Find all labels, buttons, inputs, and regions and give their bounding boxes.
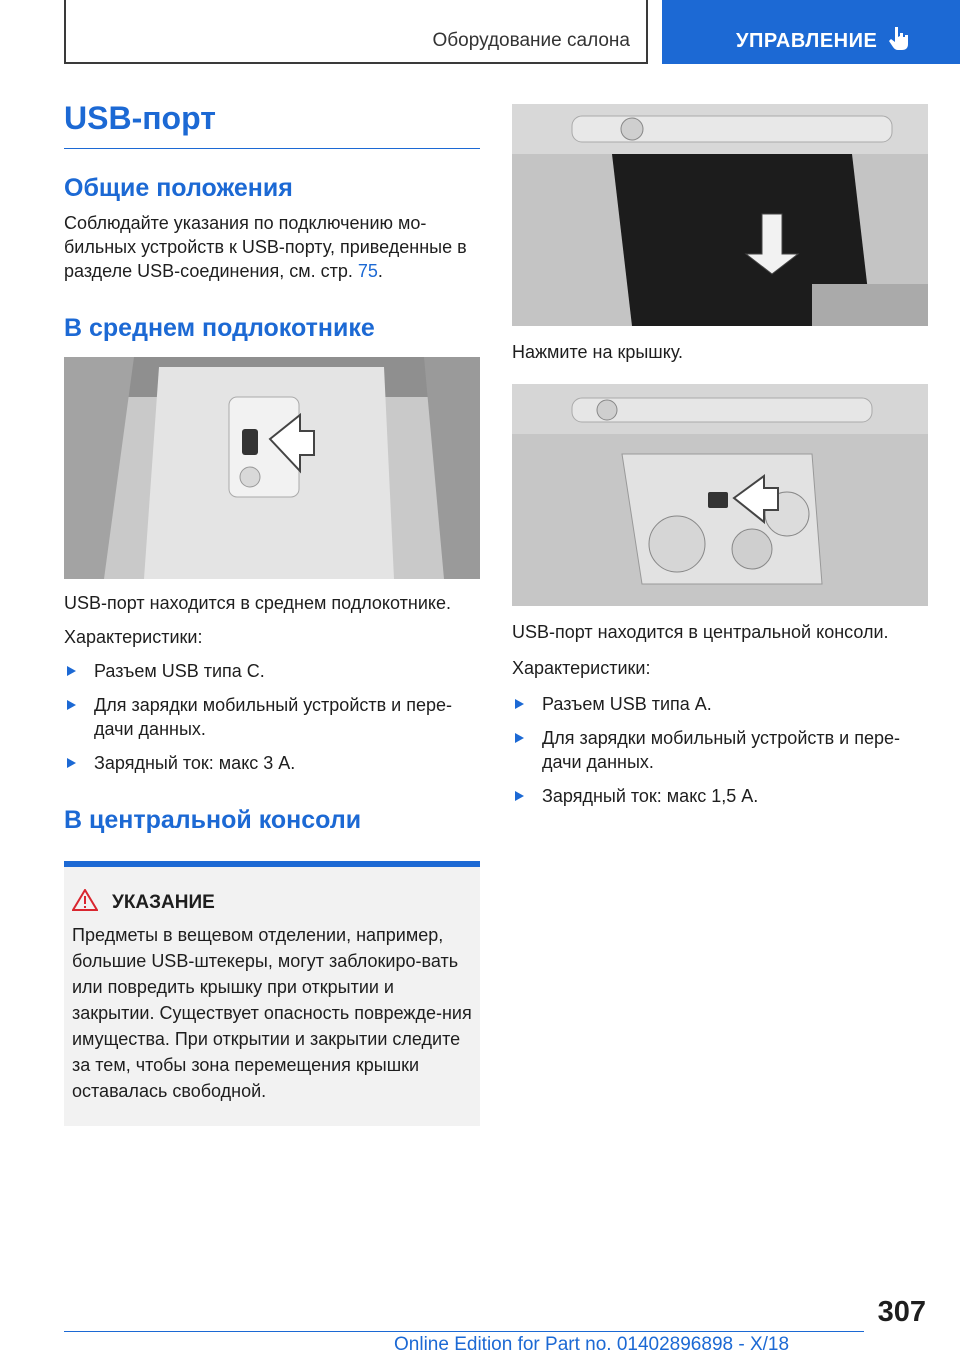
general-heading: Общие положения — [64, 174, 293, 202]
page-number: 307 — [877, 1296, 926, 1328]
header-section-box — [64, 0, 648, 64]
notice-box — [64, 861, 480, 1126]
list-item-text: Зарядный ток: макс 3 A. — [94, 753, 296, 773]
console-lid-photo — [512, 104, 928, 326]
console-features-list — [512, 692, 928, 808]
armrest-caption: USB-порт находится в среднем подлокотнике. — [64, 593, 451, 613]
bullet-triangle-icon — [515, 699, 524, 709]
bullet-triangle-icon — [515, 791, 524, 801]
console-usb-photo — [512, 384, 928, 606]
hand-pointer-icon — [888, 26, 910, 57]
page-link[interactable]: 75 — [357, 261, 378, 281]
page-title: USB-порт — [64, 100, 480, 149]
armrest-features-list — [64, 659, 480, 775]
list-item-text: Для зарядки мобильный устройств и пере-дачи данных. — [94, 695, 453, 739]
lid-caption: Нажмите на крышку. — [512, 342, 684, 362]
console-caption: USB-порт находится в центральной консоли. — [512, 622, 889, 642]
footer-edition: Online Edition for Part no. 01402896898 - X/18 — [394, 1334, 790, 1355]
console-features-label: Характеристики: — [512, 658, 651, 678]
list-item — [512, 726, 928, 774]
armrest-heading: В среднем подлокотнике — [64, 314, 375, 342]
bullet-triangle-icon — [67, 666, 76, 676]
bullet-triangle-icon — [515, 733, 524, 743]
general-text — [64, 211, 480, 283]
general-text-end: . — [377, 261, 383, 281]
list-item-text: Зарядный ток: макс 1,5 A. — [542, 786, 759, 806]
notice-text: Предметы в вещевом отделении, например, большие USB-штекеры, могут заблокиро-вать или повредить крышку при открытии и закрытии. Существует опасность поврежде-ния имущества. При открытии и закрытии следите за тем, чтобы зона перемещения крышки оставалась свободной. — [72, 925, 472, 1101]
list-item — [64, 659, 480, 683]
notice-title: УКАЗАНИЕ — [112, 891, 215, 913]
armrest-features-label: Характеристики: — [64, 627, 203, 647]
console-heading: В центральной консоли — [64, 806, 362, 834]
right-column — [512, 104, 928, 818]
bullet-triangle-icon — [67, 700, 76, 710]
list-item-text: Разъем USB типа A. — [542, 694, 712, 714]
list-item — [64, 693, 480, 741]
list-item — [512, 692, 928, 716]
armrest-usb-photo — [64, 357, 480, 579]
list-item-text: Для зарядки мобильный устройств и пере-дачи данных. — [542, 728, 901, 772]
list-item — [512, 784, 928, 808]
general-text-body: Соблюдайте указания по подключению мо-бильных устройств к USB-порту, приведенные в разделе USB-соединения, см. стр. — [64, 213, 467, 281]
footer-divider — [64, 1331, 864, 1332]
notice-header — [72, 889, 472, 916]
list-item-text: Разъем USB типа C. — [94, 661, 265, 681]
warning-triangle-icon — [72, 889, 98, 916]
header-section-title: Оборудование салона — [432, 30, 630, 51]
bullet-triangle-icon — [67, 758, 76, 768]
left-column — [64, 100, 480, 1126]
list-item — [64, 751, 480, 775]
header-tab-label: УПРАВЛЕНИЕ — [736, 30, 878, 52]
header-tab[interactable] — [662, 0, 960, 64]
